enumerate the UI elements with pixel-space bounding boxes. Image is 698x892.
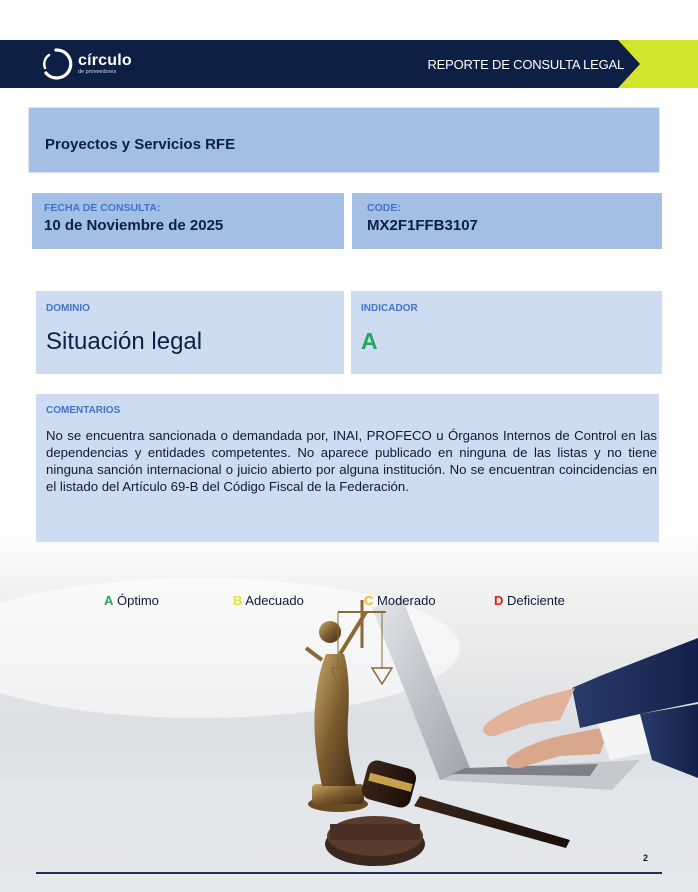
indicator-label: INDICADOR — [361, 303, 418, 314]
logo-name: círculo — [78, 51, 132, 69]
code-value: MX2F1FFB3107 — [367, 217, 478, 234]
circle-logo-icon — [38, 46, 74, 82]
legend-item-c — [364, 593, 436, 608]
legend-label-b: Adecuado — [245, 593, 304, 608]
legend-item-d — [494, 593, 565, 608]
report-header — [0, 40, 698, 88]
legend-key-d: D — [494, 593, 504, 608]
company-name: Proyectos y Servicios RFE — [45, 136, 236, 153]
code-label: CODE: — [367, 202, 401, 214]
legend-label-a: Óptimo — [117, 593, 159, 608]
header-accent — [618, 40, 698, 88]
comments-text: No se encuentra sancionada o demandada por, INAI, PROFECO u Órganos Internos de Control en las dependencias y entidades competentes. No aparece publicado en ninguna de las listas y no tiene ninguna sanción internacional o juicio abierto por alguna institución. No se encuentran coincidencias en el listado del Artículo 69-B del Código Fiscal de la Federación. — [46, 428, 657, 494]
comments-label: COMENTARIOS — [46, 405, 121, 416]
domain-box — [36, 291, 344, 374]
consult-date-box — [32, 193, 344, 249]
page-number: 2 — [643, 853, 649, 863]
consult-date-label: FECHA DE CONSULTA: — [44, 202, 161, 214]
legend-key-b: B — [233, 593, 243, 608]
legend-label-c: Moderado — [377, 593, 436, 608]
indicator-value: A — [361, 328, 378, 354]
logo-subtitle: de proveedores — [78, 68, 117, 75]
comments-box — [36, 394, 659, 542]
legend-key-c: C — [364, 593, 374, 608]
code-box — [352, 193, 662, 249]
legend-label-d: Deficiente — [507, 593, 565, 608]
consult-date-value: 10 de Noviembre de 2025 — [44, 217, 224, 234]
domain-label: DOMINIO — [46, 303, 90, 314]
indicator-box — [351, 291, 662, 374]
footer-divider — [36, 872, 662, 874]
domain-value: Situación legal — [46, 328, 203, 355]
legal-background-photo — [0, 528, 698, 892]
report-title: REPORTE DE CONSULTA LEGAL — [427, 57, 624, 72]
legend-key-a: A — [104, 593, 114, 608]
company-box — [28, 107, 660, 173]
logo — [38, 46, 132, 82]
legend-item-a — [104, 593, 159, 608]
legend-item-b — [233, 593, 304, 608]
